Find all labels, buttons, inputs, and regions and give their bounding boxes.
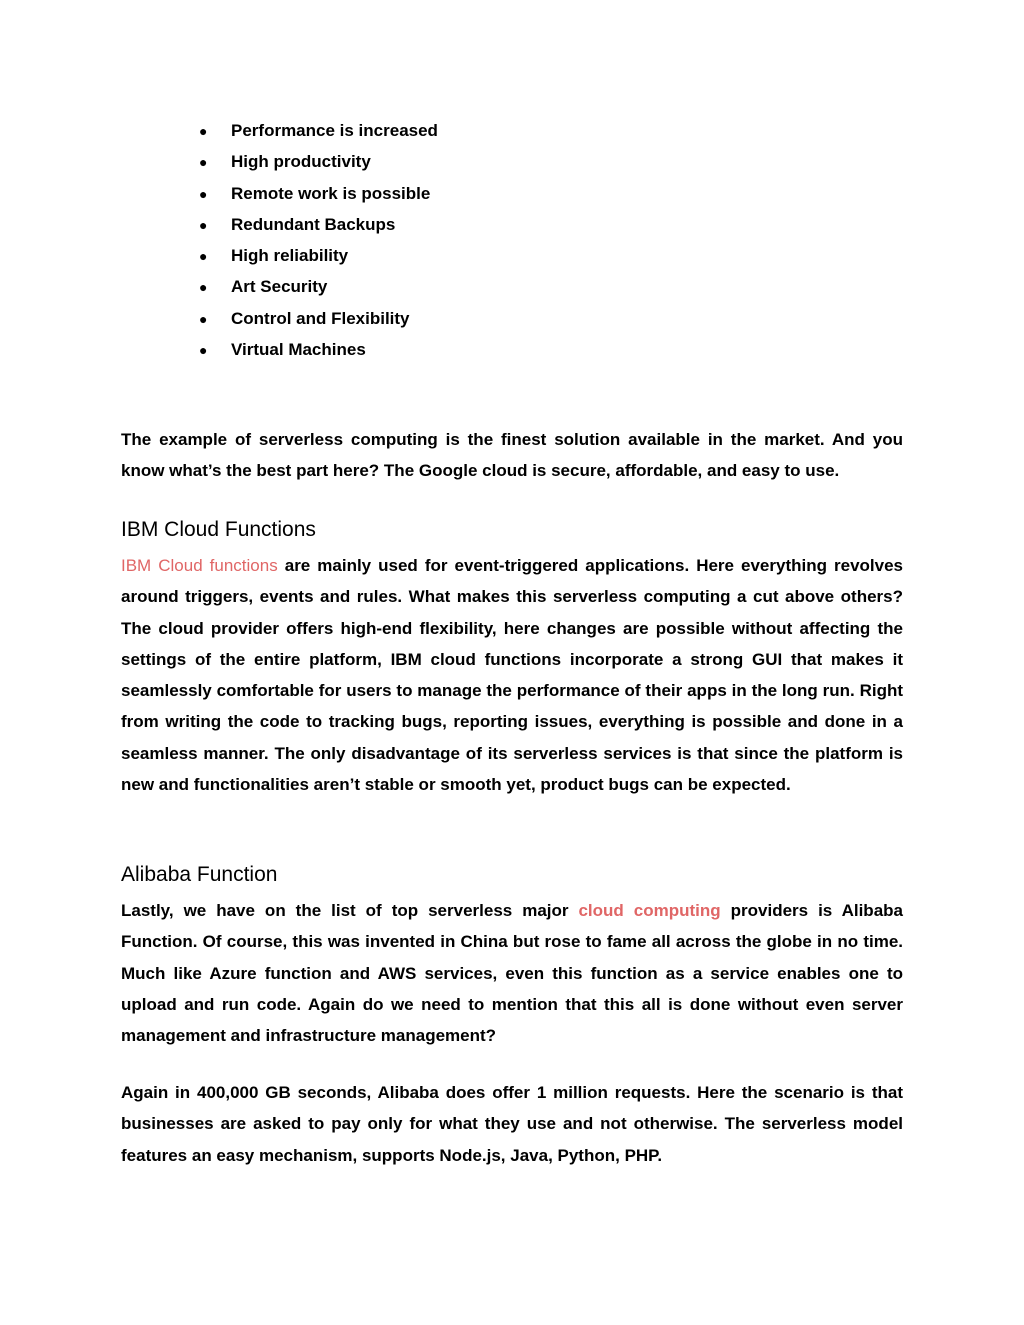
cloud-computing-link[interactable]: cloud computing xyxy=(578,901,721,920)
list-item xyxy=(199,211,799,242)
bullet-icon: ● xyxy=(199,279,208,296)
list-item-text: Control and Flexibility xyxy=(231,308,410,328)
intro-paragraph: The example of serverless computing is the finest solution available in the market. And you know what’s the best part here? The Google cloud is secure, affordable, and easy to use. xyxy=(121,430,903,481)
list-item-text: High productivity xyxy=(231,152,371,172)
bullet-icon: ● xyxy=(199,310,208,327)
alibaba-paragraph xyxy=(121,895,903,1051)
list-item xyxy=(199,117,799,148)
list-item xyxy=(199,336,799,367)
bullet-icon: ● xyxy=(199,123,208,139)
ibm-paragraph-text: are mainly used for event-triggered applications. Here everything revolves around triggers, events and rules. What makes this serverless computing a cut above others? The cloud provider offers high-end flexibility, here changes are possible without affecting the settings of the entire platform, IBM cloud functions incorporate a strong GUI that makes it seamlessly comfortable for users to manage the performance of their apps in the long run. Right from writing the code to tracking bugs, reporting issues, everything is possible and done in a seamless manner. The only disadvantage of its serverless services is that since the platform is new and functionalities aren’t stable or smooth yet, product bugs can be expected. xyxy=(121,556,903,795)
bullet-icon: ● xyxy=(199,342,208,359)
list-item-text: Redundant Backups xyxy=(231,214,396,234)
list-item xyxy=(199,148,799,179)
bullet-icon: ● xyxy=(199,248,208,265)
list-item-text: Performance is increased xyxy=(231,121,438,140)
list-item-text: Art Security xyxy=(231,277,328,297)
bullet-icon: ● xyxy=(199,216,208,233)
alibaba-pricing-paragraph: Again in 400,000 GB seconds, Alibaba does offer 1 million requests. Here the scenario is that businesses are asked to pay only for what they use and not otherwise. The serverless model features an easy mechanism, supports Node.js, Java, Python, PHP. xyxy=(121,1083,903,1165)
list-item xyxy=(199,180,799,211)
ibm-section-heading: IBM Cloud Functions xyxy=(121,518,316,541)
ibm-paragraph xyxy=(121,550,903,800)
list-item-text: Virtual Machines xyxy=(231,340,366,360)
list-item xyxy=(199,305,799,336)
ibm-cloud-functions-link[interactable]: IBM Cloud functions xyxy=(121,556,278,575)
bullet-icon: ● xyxy=(199,185,208,202)
alibaba-paragraph-text-before: Lastly, we have on the list of top serverless major xyxy=(121,901,579,920)
bullet-icon: ● xyxy=(199,154,208,171)
list-item xyxy=(199,242,799,273)
alibaba-section-heading: Alibaba Function xyxy=(121,863,278,886)
list-item-text: High reliability xyxy=(231,246,349,266)
list-item-text: Remote work is possible xyxy=(231,183,431,203)
alibaba-paragraph-text-after: providers is Alibaba Function. Of course, this was invented in China but rose to fame all across the globe in no time. Much like Azure function and AWS services, even this function as a service enables one to upload and run code. Again do we need to mention that this all is done without even server management and infrastructure management? xyxy=(121,901,903,1046)
benefits-list xyxy=(199,117,799,367)
list-item xyxy=(199,273,799,304)
